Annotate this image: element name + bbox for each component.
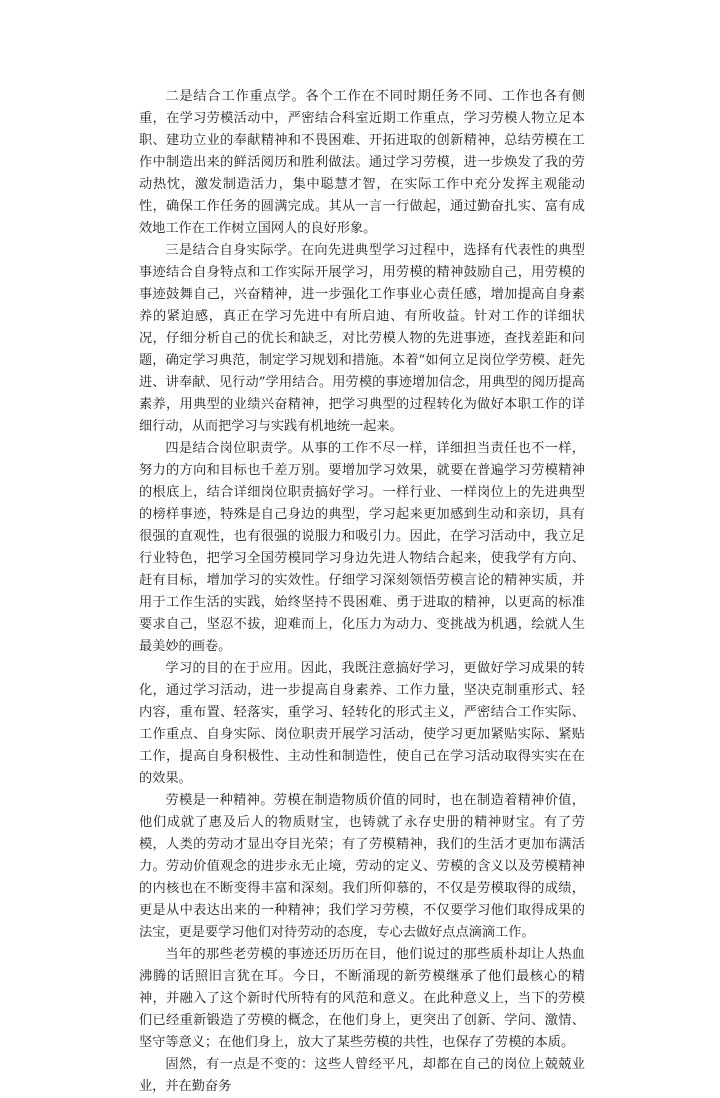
paragraph-old-models: 当年的那些老劳模的事迹还历历在目，他们说过的那些质朴却让人热血沸腾的话照旧言犹在耳。今日，不断涌现的新劳模继承了他们最核心的精神，并融入了这个新时代所特有的风范和意义。在此种意义上，当下的劳模们已经重新锻造了劳模的概念，在他们身上，更突出了创新、学问、激情、坚守等意义；在他们身上，放大了某些劳模的共性，也保存了劳模的本质。 [139, 947, 585, 1050]
paragraph-self-reality: 三是结合自身实际学。在向先进典型学习过程中，选择有代表性的典型事迹结合自身特点和工作实际开展学习，用劳模的精神鼓励自己，用劳模的事迹鼓舞自己，兴奋精神，进一步强化工作事业心责任感，增加提高自身素养的紧迫感，真正在学习先进中有所启迪、有所收益。针对工作的详细状况，仔细分析自己的优长和缺乏，对比劳模人物的先进事迹，查找差距和问题，确定学习典范，制定学习规划和措施。本着“如何立足岗位学劳模、赶先进、讲奉献、见行动”学用结合。用劳模的事迹增加信念，用典型的阅历提高素养，用典型的业绩兴奋精神，把学习典型的过程转化为做好本职工作的详细行动，从而把学习与实践有机地统一起来。 [139, 243, 585, 434]
paragraph-job-duty: 四是结合岗位职责学。从事的工作不尽一样，详细担当责任也不一样，努力的方向和目标也千差万别。要增加学习效果，就要在普遍学习劳模精神的根底上，结合详细岗位职责搞好学习。一样行业、一样岗位上的先进典型的榜样事迹，特殊是自己身边的典型，学习起来更加感到生动和亲切，具有很强的直观性，也有很强的说服力和吸引力。因此，在学习活动中，我立足行业特色，把学习全国劳模同学习身边先进人物结合起来，使我学有方向、赶有目标，增加学习的实效性。仔细学习深刻领悟劳模言论的精神实质，并用于工作生活的实践，始终坚持不畏困难、勇于进取的精神，以更高的标准要求自己，坚忍不拔，迎难而上，化压力为动力、变挑战为机遇，绘就人生最美妙的画卷。 [139, 441, 585, 654]
paragraph-application: 学习的目的在于应用。因此，我既注意搞好学习，更做好学习成果的转化，通过学习活动，进一步提高自身素养、工作力量，坚决克制重形式、轻内容，重布置、轻落实，重学习、轻转化的形式主义，严密结合工作实际、工作重点、自身实际、岗位职责开展学习活动，使学习更加紧贴实际、紧贴工作，提高自身积极性、主动性和制造性，使自己在学习活动取得实实在在的效果。 [139, 661, 585, 786]
paragraph-work-focus: 二是结合工作重点学。各个工作在不同时期任务不同、工作也各有侧重，在学习劳模活动中，严密结合科室近期工作重点，学习劳模人物立足本职、建功立业的奉献精神和不畏困难、开拓进取的创新精神，总结劳模在工作中制造出来的鲜活阅历和胜利做法。通过学习劳模，进一步焕发了我的劳动热忱，激发制造活力，集中聪慧才智，在实际工作中充分发挥主观能动性，确保工作任务的圆满完成。其从一言一行做起，通过勤奋扎实、富有成效地工作在工作树立国网人的良好形象。 [139, 89, 585, 236]
paragraph-model-spirit: 劳模是一种精神。劳模在制造物质价值的同时，也在制造着精神价值，他们成就了惠及后人的物质财宝，也铸就了永存史册的精神财宝。有了劳模，人类的劳动才显出夺目光荣；有了劳模精神，我们的生活才更加布满活力。劳动价值观念的进步永无止境，劳动的定义、劳模的含义以及劳模精神的内核也在不断变得丰富和深刻。我们所仰慕的，不仅是劳模取得的成绩，更是从中表达出来的一种精神；我们学习劳模，不仅要学习他们取得成果的法宝，更是要学习他们对待劳动的态度，专心去做好点点滴滴工作。 [139, 793, 585, 940]
document-page [139, 86, 585, 1098]
paragraph-unchanged: 固然，有一点是不变的：这些人曾经平凡，却都在自己的岗位上兢兢业业，并在勤奋务 [139, 1057, 585, 1094]
